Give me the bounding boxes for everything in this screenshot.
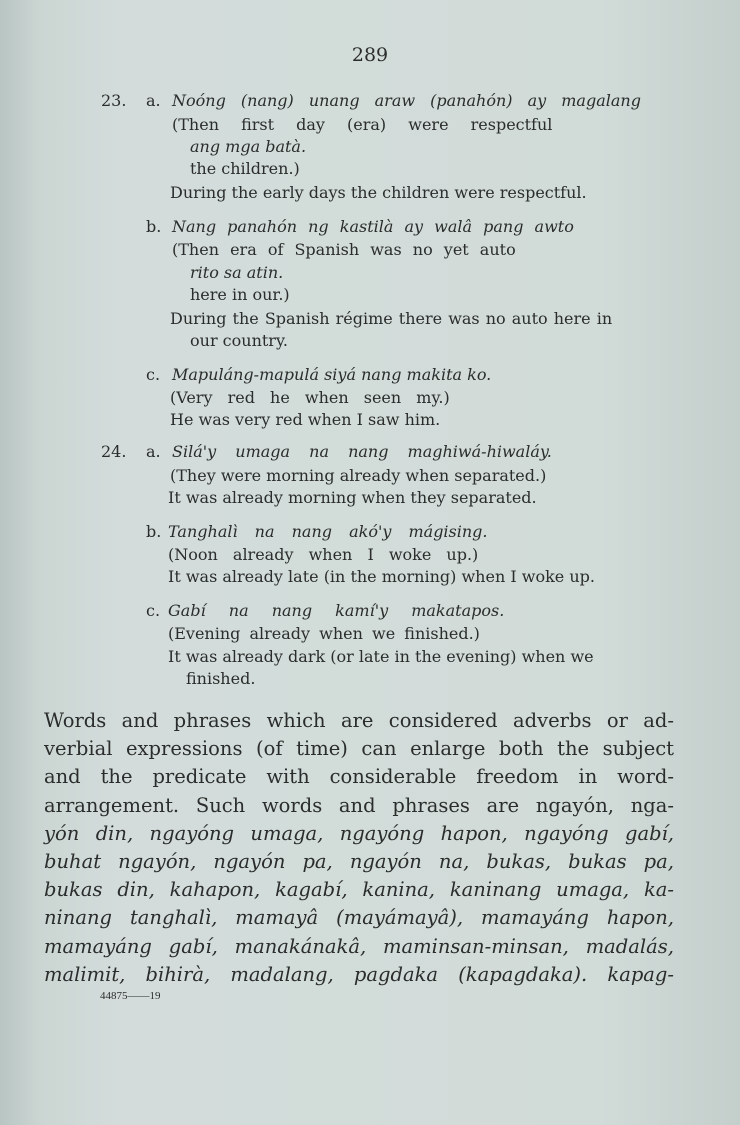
- paragraph-line: yón din, ngayóng umaga, ngayóng hapon, ngayóng gabí,: [44, 821, 674, 845]
- paragraph-line: ninang tanghalì, mamayâ (mayámayâ), mamayáng hapon,: [44, 906, 674, 930]
- example-gloss-line: (Noon already when I woke up.): [168, 545, 479, 564]
- example-translation: It was already morning when they separated.: [168, 488, 537, 507]
- paragraph-line: buhat ngayón, ngayón pa, ngayón na, bukas, bukas pa,: [44, 850, 674, 874]
- example-source-line: Nang panahón ng kastilà ay walâ pang awto: [172, 217, 574, 236]
- example-letter: a.: [146, 91, 161, 110]
- body-paragraph: [44, 707, 674, 989]
- example-source-line: Tanghalì na nang akó'y mágising.: [168, 522, 488, 541]
- example-number: 23.: [101, 91, 127, 110]
- example-translation: finished.: [186, 669, 256, 688]
- example-translation: He was very red when I saw him.: [170, 410, 441, 429]
- example-translation: It was already dark (or late in the evening) when we: [168, 647, 594, 666]
- page-number: 289: [351, 44, 389, 66]
- paragraph-line: bukas din, kahapon, kagabí, kanina, kaninang umaga, ka-: [44, 878, 674, 902]
- example-source-line: ang mga batà.: [190, 137, 307, 156]
- example-number: 24.: [101, 442, 127, 461]
- example-source-line: Mapuláng-mapulá siyá nang makita ko.: [172, 365, 492, 384]
- example-source-line: Gabí na nang kamí'y makatapos.: [168, 601, 505, 620]
- example-letter: b.: [146, 522, 162, 541]
- example-translation: During the early days the children were respectful.: [170, 183, 587, 202]
- paragraph-line: malimit, bihirà, madalang, pagdaka (kapagdaka). kapag-: [44, 962, 674, 986]
- example-translation: It was already late (in the morning) when I woke up.: [168, 567, 595, 586]
- example-letter: c.: [146, 365, 161, 384]
- printer-signature: 44875——19: [100, 990, 161, 1002]
- paragraph-line: and the predicate with considerable freedom in word-: [44, 765, 674, 789]
- example-gloss-line: here in our.): [190, 285, 290, 304]
- paragraph-line: arrangement. Such words and phrases are ngayón, nga-: [44, 793, 674, 817]
- example-source-line: Silá'y umaga na nang maghiwá-hiwaláy.: [172, 442, 552, 461]
- paragraph-line: mamayáng gabí, manakánakâ, maminsan-minsan, madalás,: [44, 934, 674, 958]
- example-translation: During the Spanish régime there was no auto here in: [170, 309, 613, 328]
- example-letter: a.: [146, 442, 161, 461]
- example-gloss-line: (They were morning already when separated.): [170, 466, 547, 485]
- example-gloss-line: (Evening already when we finished.): [168, 624, 480, 643]
- example-translation: our country.: [190, 331, 288, 350]
- example-source-line: rito sa atin.: [190, 263, 284, 282]
- paragraph-line: Words and phrases which are considered adverbs or ad-: [44, 709, 674, 732]
- example-gloss-line: (Very red he when seen my.): [170, 388, 450, 407]
- example-gloss-line: (Then first day (era) were respectful: [172, 115, 553, 134]
- example-letter: c.: [146, 601, 161, 620]
- example-gloss-line: (Then era of Spanish was no yet auto: [172, 240, 516, 259]
- example-gloss-line: the children.): [190, 159, 300, 178]
- example-letter: b.: [146, 217, 162, 236]
- paragraph-line: verbial expressions (of time) can enlarge both the subject: [44, 737, 674, 761]
- example-source-line: Noóng (nang) unang araw (panahón) ay magalang: [172, 91, 641, 110]
